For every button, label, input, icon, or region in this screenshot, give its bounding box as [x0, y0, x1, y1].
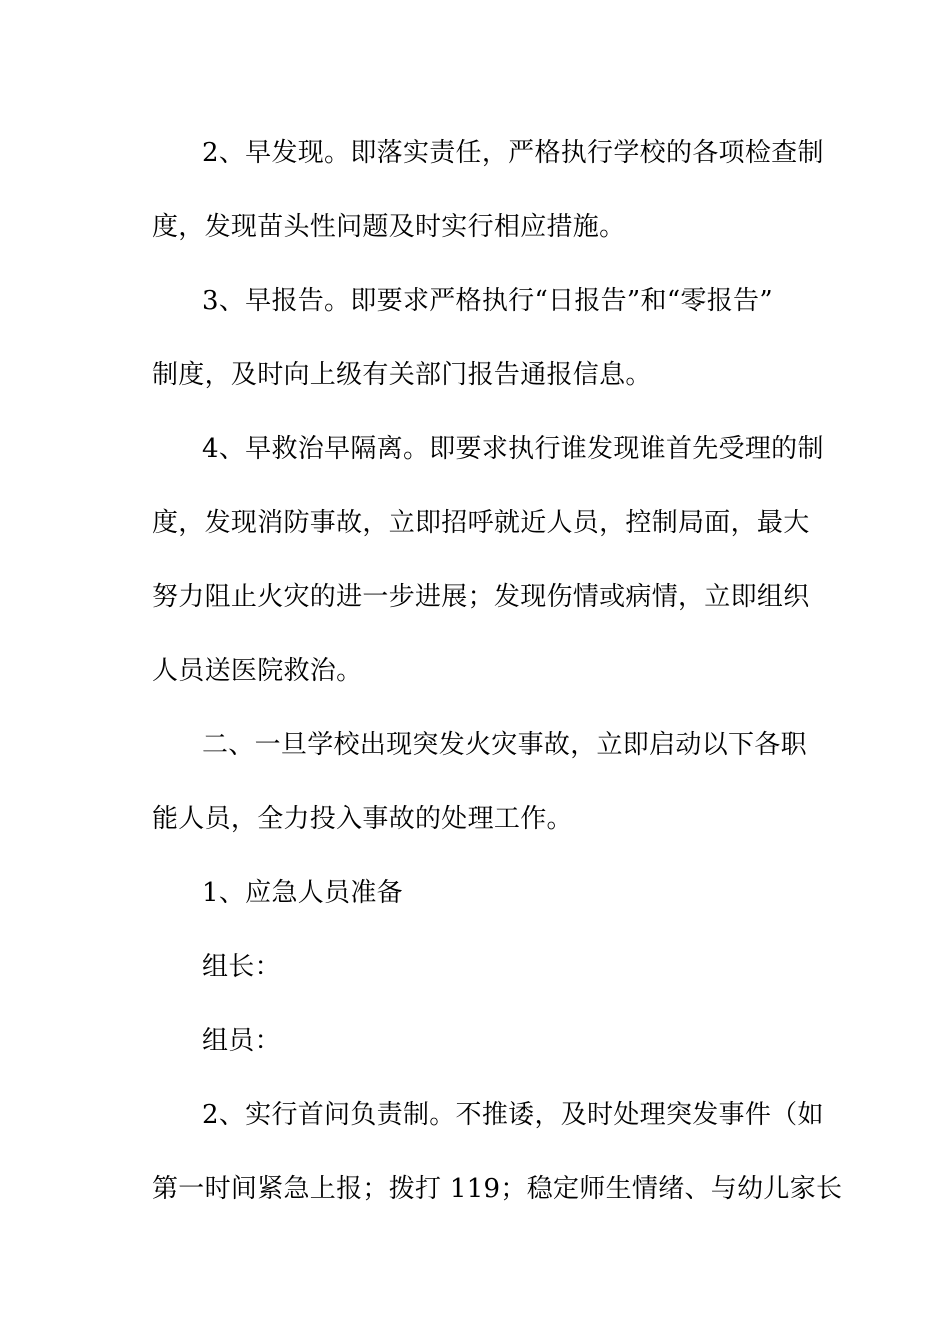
section-heading-line-2: 能人员，全力投入事故的处理工作。: [152, 804, 573, 834]
paragraph-line-5: 4、早救治早隔离。即要求执行谁发现谁首先受理的制: [202, 434, 824, 464]
list-item-heading: 1、应急人员准备: [202, 878, 403, 908]
paragraph-line-7: 努力阻止火灾的进一步进展；发现伤情或病情，立即组织: [152, 582, 810, 612]
paragraph-line-3: 3、早报告。即要求严格执行“日报告”和“零报告”: [202, 286, 773, 316]
leader-label: 组长：: [202, 952, 281, 982]
paragraph-line-15: 第一时间紧急上报；拨打 119；稳定师生情绪、与幼儿家长: [152, 1174, 843, 1204]
paragraph-line-14: 2、实行首问负责制。不推诿，及时处理突发事件（如: [202, 1100, 824, 1130]
section-heading-line-1: 二、一旦学校出现突发火灾事故，立即启动以下各职: [202, 730, 807, 760]
members-label: 组员：: [202, 1026, 281, 1056]
paragraph-line-6: 度，发现消防事故，立即招呼就近人员，控制局面，最大: [152, 508, 810, 538]
paragraph-line-1: 2、早发现。即落实责任，严格执行学校的各项检查制: [202, 138, 824, 168]
paragraph-line-8: 人员送医院救治。: [152, 656, 363, 686]
paragraph-line-2: 度，发现苗头性问题及时实行相应措施。: [152, 212, 626, 242]
paragraph-line-4: 制度，及时向上级有关部门报告通报信息。: [152, 360, 652, 390]
